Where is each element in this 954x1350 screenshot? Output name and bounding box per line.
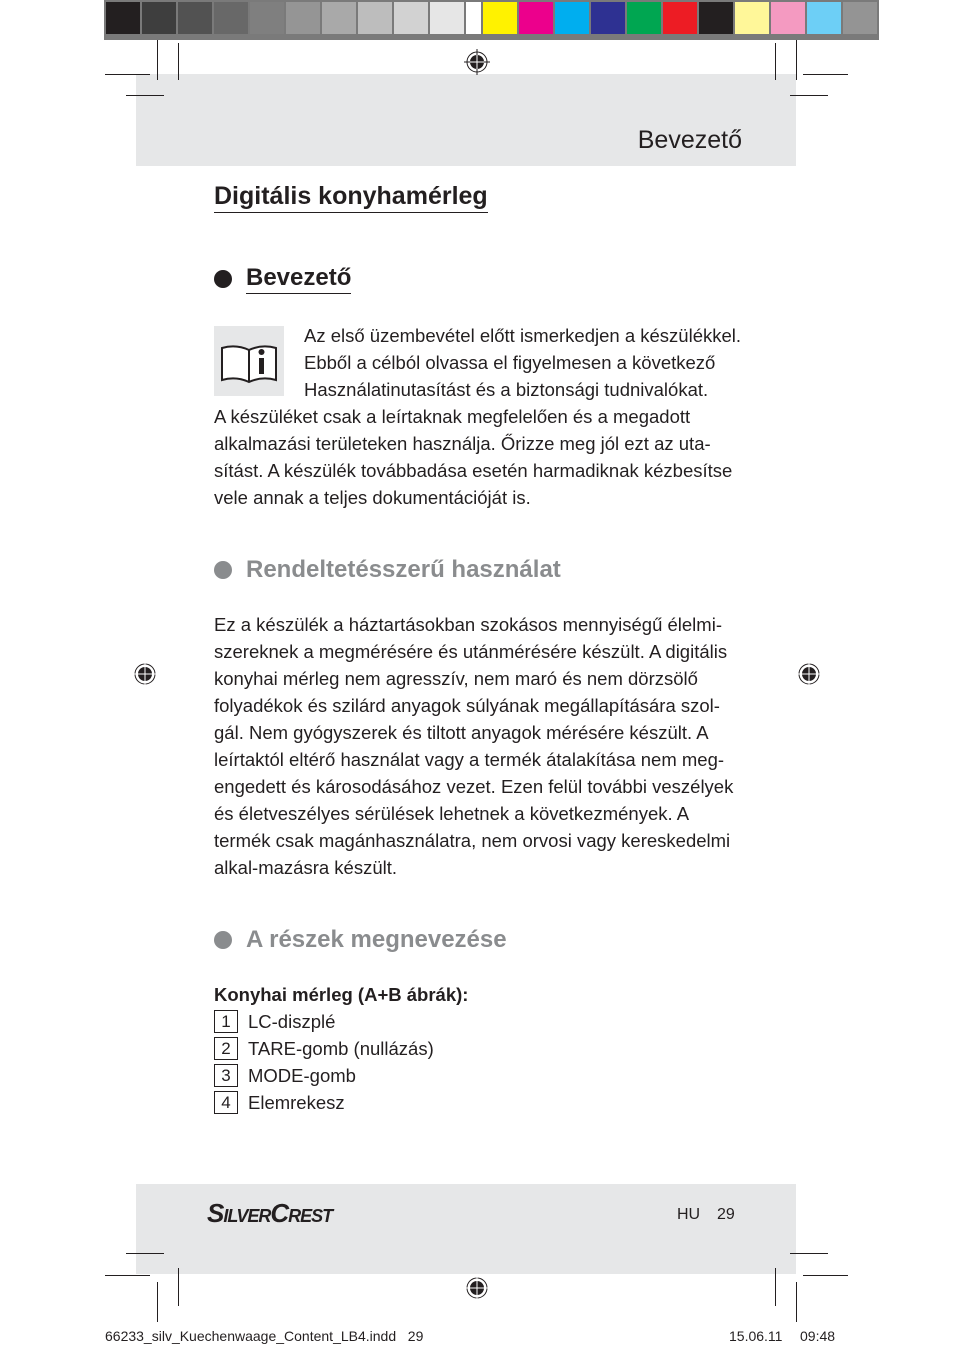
color-swatch xyxy=(286,2,320,34)
page-number: 29 xyxy=(717,1206,735,1223)
color-swatch xyxy=(430,2,464,34)
brand-logo: SilverCrest xyxy=(207,1198,333,1228)
color-swatch xyxy=(250,2,284,34)
color-swatch xyxy=(519,2,553,34)
color-swatch xyxy=(591,2,625,34)
color-swatch xyxy=(358,2,392,34)
main-content xyxy=(214,180,744,1116)
color-swatch xyxy=(699,2,733,34)
registration-mark-icon xyxy=(796,661,822,687)
color-swatch xyxy=(843,2,877,34)
info-book-icon xyxy=(214,326,284,396)
color-bar xyxy=(481,0,879,40)
section-heading-intended-use: Rendeltetésszerű használat xyxy=(214,555,744,585)
color-swatch xyxy=(735,2,769,34)
section-heading-intro: Bevezető xyxy=(214,263,744,294)
slug-date: 15.06.11 xyxy=(729,1328,783,1344)
grey-color-bar xyxy=(104,0,502,40)
parts-subheading: Konyhai mérleg (A+B ábrák): xyxy=(214,984,469,1005)
color-swatch xyxy=(214,2,248,34)
intended-use-body: Ez a készülék a háztartásokban szokásos mennyiségű élelmi-szereknek a megmérésére és utánmérésére készült. A digitális konyhai mérleg nem agresszív, nem maró és nem dörzsölő folyadékok és szilárd anyagok súlyának megállapítására szol-gál. Nem gyógyszerek és tiltott anyagok mérésére készült. A leírtaktól eltérő használat vagy a termék átalakítása nem meg-engedett és károsodásához vezet. Ezen felül további veszélyek és életveszélyes sérülések lehetnek a következmények. A termék csak magánhasználatra, nem orvosi vagy kereskedelmi alkal-mazásra készült. xyxy=(214,614,734,878)
part-item: 3 MODE-gomb xyxy=(214,1062,744,1089)
registration-mark-icon xyxy=(464,49,490,75)
intro-block xyxy=(214,322,744,403)
intro-text: Az első üzembevétel előtt ismerkedjen a készülékkel. Ebből a célból olvassa el figyelmesen a következő Használatinutasítást és a biztonsági tudnivalókat. xyxy=(304,325,742,400)
section-heading-parts: A részek megnevezése xyxy=(214,925,744,955)
color-swatch xyxy=(394,2,428,34)
color-swatch xyxy=(555,2,589,34)
part-item: 2 TARE-gomb (nullázás) xyxy=(214,1035,744,1062)
document-title: Digitális konyhamérleg xyxy=(214,180,488,213)
color-swatch xyxy=(663,2,697,34)
parts-list xyxy=(214,981,744,1116)
registration-mark-icon xyxy=(132,661,158,687)
color-swatch xyxy=(483,2,517,34)
color-swatch xyxy=(106,2,140,34)
color-swatch xyxy=(142,2,176,34)
part-item: 1 LC-diszplé xyxy=(214,1008,744,1035)
color-swatch xyxy=(178,2,212,34)
color-swatch xyxy=(322,2,356,34)
intro-body: A készüléket csak a leírtaknak megfelelően és a megadott alkalmazási területeken használja. Őrizze meg jól ezt az uta-sítást. A készülék továbbadása esetén harmadiknak kézbesítse vele annak a teljes dokumentációját is. xyxy=(214,406,733,508)
file-slug: 66233_silv_Kuechenwaage_Content_LB4.indd 29 xyxy=(105,1328,424,1344)
part-item: 4 Elemrekesz xyxy=(214,1089,744,1116)
registration-mark-icon xyxy=(464,1275,490,1301)
slug-time: 09:48 xyxy=(800,1328,836,1344)
color-swatch xyxy=(771,2,805,34)
header-section-title: Bevezető xyxy=(637,126,742,154)
color-swatch xyxy=(627,2,661,34)
color-swatch xyxy=(807,2,841,34)
language-code: HU xyxy=(677,1206,701,1223)
